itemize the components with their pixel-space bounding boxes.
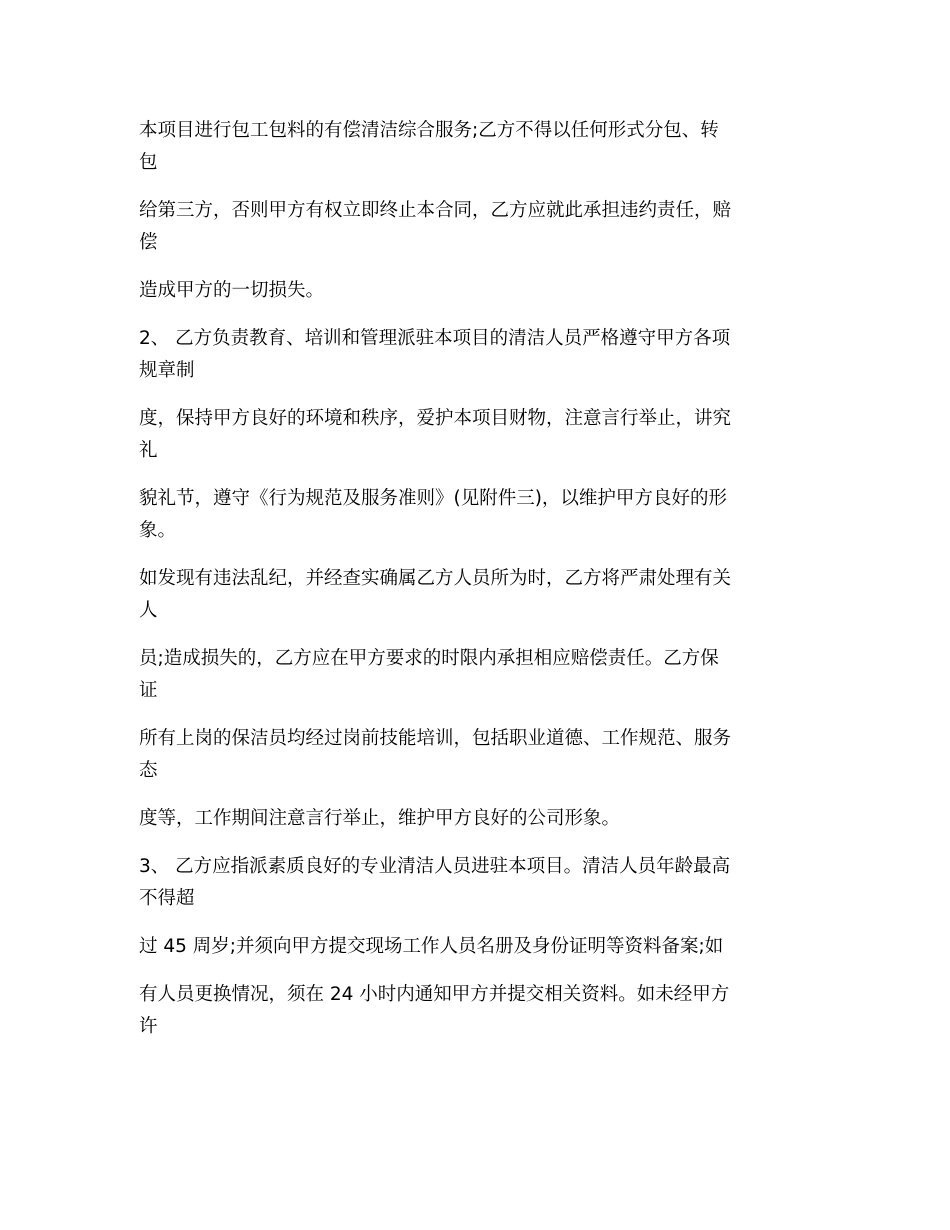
document-paragraph bbox=[139, 483, 819, 547]
document-paragraph bbox=[139, 115, 819, 179]
document-paragraph bbox=[139, 195, 819, 259]
paragraph-line: 包 bbox=[139, 152, 158, 173]
paragraph-line: 貌礼节，遵守《行为规范及服务准则》(见附件三)，以维护甲方良好的形 bbox=[139, 488, 727, 509]
paragraph-line: 度，保持甲方良好的环境和秩序，爱护本项目财物，注意言行举止，讲究 bbox=[139, 408, 732, 429]
paragraph-line: 态 bbox=[139, 760, 158, 781]
document-paragraph bbox=[139, 979, 819, 1043]
document-paragraph bbox=[139, 803, 819, 835]
paragraph-line: 不得超 bbox=[139, 888, 195, 909]
document-paragraph bbox=[139, 275, 819, 307]
paragraph-line: 人 bbox=[139, 600, 158, 621]
paragraph-line: 员;造成损失的，乙方应在甲方要求的时限内承担相应赔偿责任。乙方保 bbox=[139, 648, 719, 669]
paragraph-line: 偿 bbox=[139, 232, 158, 253]
paragraph-line: 过 45 周岁;并须向甲方提交现场工作人员名册及身份证明等资料备案;如 bbox=[139, 936, 724, 957]
document-paragraph bbox=[139, 403, 819, 467]
document-paragraph bbox=[139, 851, 819, 915]
paragraph-line: 3、 乙方应指派素质良好的专业清洁人员进驻本项目。清洁人员年龄最高 bbox=[139, 856, 731, 877]
document-paragraph bbox=[139, 643, 819, 707]
paragraph-line: 礼 bbox=[139, 440, 158, 461]
document-paragraph bbox=[139, 931, 819, 963]
document-paragraph bbox=[139, 723, 819, 787]
paragraph-line: 证 bbox=[139, 680, 158, 701]
paragraph-line: 象。 bbox=[139, 520, 177, 541]
paragraph-line: 造成甲方的一切损失。 bbox=[139, 280, 325, 301]
paragraph-line: 本项目进行包工包料的有偿清洁综合服务;乙方不得以任何形式分包、转 bbox=[139, 120, 719, 141]
paragraph-line: 规章制 bbox=[139, 360, 195, 381]
paragraph-line: 度等，工作期间注意言行举止，维护甲方良好的公司形象。 bbox=[139, 808, 621, 829]
paragraph-line: 有人员更换情况，须在 24 小时内通知甲方并提交相关资料。如未经甲方 bbox=[139, 984, 730, 1005]
paragraph-line: 所有上岗的保洁员均经过岗前技能培训，包括职业道德、工作规范、服务 bbox=[139, 728, 732, 749]
paragraph-line: 2、 乙方负责教育、培训和管理派驻本项目的清洁人员严格遵守甲方各项 bbox=[139, 328, 731, 349]
document-paragraph bbox=[139, 323, 819, 387]
paragraph-line: 给第三方，否则甲方有权立即终止本合同，乙方应就此承担违约责任，赔 bbox=[139, 200, 732, 221]
paragraph-line: 如发现有违法乱纪，并经查实确属乙方人员所为时，乙方将严肃处理有关 bbox=[139, 568, 732, 589]
paragraph-line: 许 bbox=[139, 1016, 158, 1037]
document-body bbox=[139, 115, 819, 1059]
document-paragraph bbox=[139, 563, 819, 627]
